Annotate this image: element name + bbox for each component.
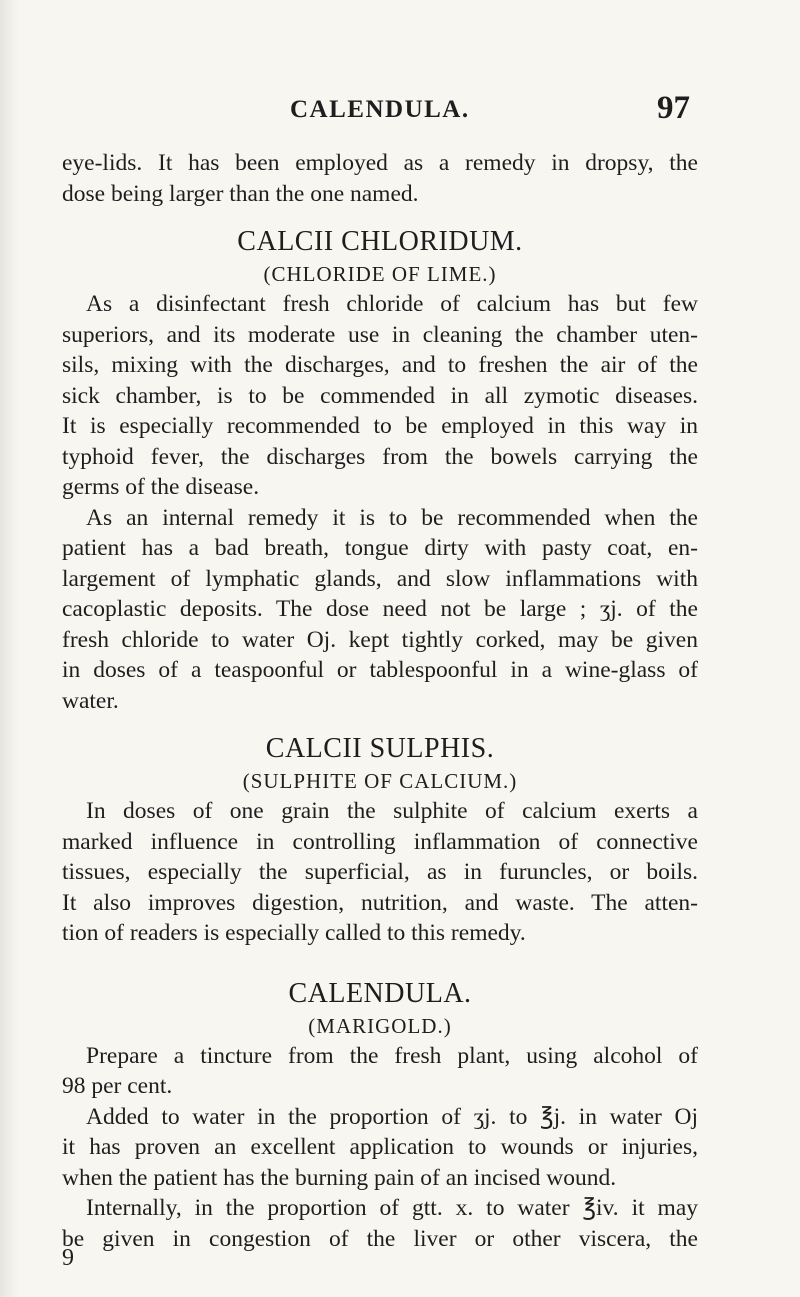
text-line: fresh chloride to water Oj. kept tightly corked, may be given [62, 626, 698, 653]
section-heading-calcii-sulphis: CALCII SULPHIS. [265, 733, 495, 764]
text-line: marked influence in controlling inflammation of connective [62, 828, 698, 855]
text-line: it has proven an excellent application to wounds or injuries, [62, 1134, 698, 1160]
text-line: As an internal remedy it is to be recommended when the [86, 504, 698, 531]
text-line: Internally, in the proportion of gtt. x. to water ℥iv. it may [86, 1195, 698, 1221]
text-line: in doses of a teaspoonful or tablespoonful in a wine-glass of [62, 657, 698, 683]
section-heading-calendula: CALENDULA. [288, 977, 472, 1009]
section-subheading-chloride-of-lime: (CHLORIDE OF LIME.) [263, 262, 497, 286]
text-line: It also improves digestion, nutrition, and waste. The atten- [62, 889, 698, 916]
text-line: water. [62, 687, 119, 714]
text-line: tion of readers is especially called to this remedy. [62, 920, 526, 946]
page-gutter-shadow [0, 0, 18, 1297]
text-line: 98 per cent. [62, 1073, 173, 1099]
section-subheading-sulphite-of-calcium: (SULPHITE OF CALCIUM.) [242, 769, 518, 793]
text-line: sils, mixing with the discharges, and to freshen the air of the [62, 352, 698, 378]
body-text [62, 148, 698, 1254]
text-line: In doses of one grain the sulphite of calcium exerts a [86, 798, 698, 824]
running-head [0, 92, 800, 132]
text-line: patient has a bad breath, tongue dirty with pasty coat, en- [62, 535, 698, 561]
text-line: sick chamber, is to be commended in all zymotic diseases. [62, 382, 698, 409]
text-line: germs of the disease. [62, 474, 260, 500]
text-line: Added to water in the proportion of ʒj. to ℥j. in water Oj [86, 1103, 698, 1130]
text-line: when the patient has the burning pain of an incised wound. [62, 1164, 617, 1191]
running-title: CALENDULA. [290, 96, 470, 123]
section-subheading-marigold: (MARIGOLD.) [308, 1013, 452, 1038]
text-line: superiors, and its moderate use in cleaning the chamber uten- [62, 321, 698, 348]
text-line: tissues, especially the superficial, as in furuncles, or boils. [62, 859, 698, 885]
page-number: 97 [657, 90, 690, 126]
text-line: be given in congestion of the liver or other viscera, the [62, 1225, 698, 1252]
text-line: eye-lids. It has been employed as a remedy in dropsy, the [62, 150, 698, 176]
text-line: cacoplastic deposits. The dose need not be large ; ʒj. of the [62, 596, 698, 622]
text-line: dose being larger than the one named. [62, 180, 419, 207]
text-line: As a disinfectant fresh chloride of calcium has but few [86, 291, 698, 317]
text-line: largement of lymphatic glands, and slow inflammations with [62, 565, 698, 592]
text-line: typhoid fever, the discharges from the bowels carrying the [62, 443, 698, 470]
section-heading-calcii-chloridum: CALCII CHLORIDUM. [237, 226, 523, 257]
text-line: It is especially recommended to be employed in this way in [62, 413, 698, 439]
signature-mark: 9 [62, 1245, 74, 1271]
text-line: Prepare a tincture from the fresh plant, using alcohol of [86, 1042, 698, 1069]
